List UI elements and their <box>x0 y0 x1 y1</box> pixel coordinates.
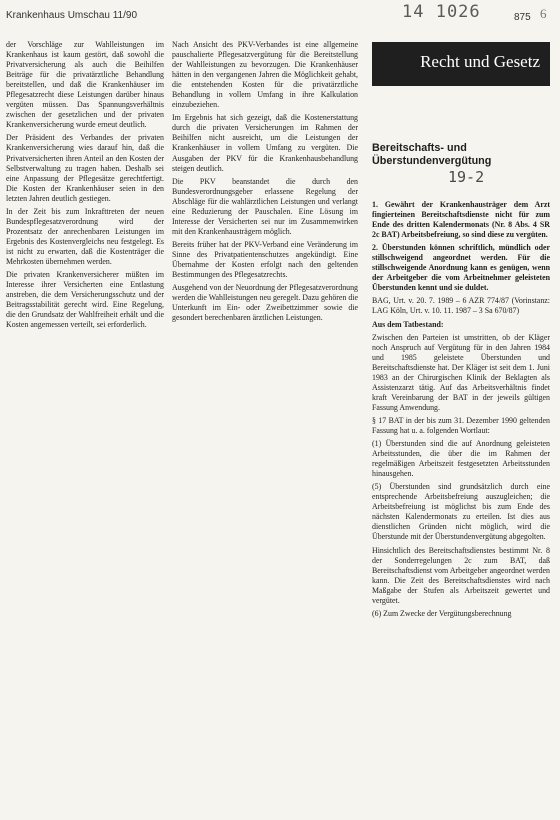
paragraph: Zwischen den Parteien ist umstritten, ob der Kläger noch Anspruch auf Vergütung für in den Jahren 1984 und 1985 geleistete Überstunden und Bereitschaftsdienste hat. Der Kläger ist seit dem 1. Juni 1983 an der Chirurgischen Klinik der Beklagten als Assistenzarzt tätig. Auf das Arbeitsverhältnis findet kraft Vereinbarung der BAT in der jeweils gültigen Fassung Anwendung. <box>372 332 550 412</box>
paragraph: Bereits früher hat der PKV-Verband eine Veränderung im Sinne des Privatpatientenschutzes angekündigt. Eine Übernahme der Kosten erfolgt nach den geltenden Bestimmungen des Pflegesatzrechts. <box>172 239 358 280</box>
paragraph: Nach Ansicht des PKV-Verbandes ist eine allgemeine pauschalierte Pflegesatzvergütung für die Bereitstellung der Wahlleistungen zu bevorzugen. Die Krankenhäuser hätten in den vergangenen Jahren die Möglichkeit gehabt, die entstehenden Kosten für die privatärztliche Behandlung in vollem Umfang in ihre Kalkulation einzubeziehen. <box>172 40 358 110</box>
text-column-right <box>372 200 550 812</box>
paragraph: (1) Überstunden sind die auf Anordnung geleisteten Arbeitsstunden, die über die im Rahmen der regelmäßigen Arbeitszeit festgesetzten Arbeitsstunden hinausgehen. <box>372 439 550 479</box>
paragraph: (6) Zum Zwecke der Vergütungsberechnung <box>372 608 512 618</box>
handwritten-mark: 6 <box>540 6 547 21</box>
paragraph: der Vorschläge zur Wahlleistungen im Krankenhaus ist kaum gestört, daß sowohl die Privatversicherung als auch die Beihilfen Beiträge für die privatärztliche Behandlung bereitstellen, und daß die Krankenhäuser im Pflegesatzrecht diese Leistungen darüber hinaus vergüten müssen. Das Spannungsverhältnis zwischen der gesetzlichen und der privaten Krankenversicherung wurde erneut deutlich. <box>6 40 164 130</box>
handwritten-reference: 14 1026 <box>402 2 481 22</box>
handwritten-margin-note: 19-2 <box>448 168 485 186</box>
paragraph: Die PKV beanstandet die durch den Bundesverordnungsgeber erlassene Regelung der Abschläge für die wahlärztlichen Leistungen und verlangt eine Reduzierung der Pauschalen. Eine Lösung im Interesse der Versicherten sei nur im Zusammenwirken mit den Krankenhausträgern möglich. <box>172 176 358 236</box>
paragraph: (5) Überstunden sind grundsätzlich durch eine entsprechende Arbeitsbefreiung auszugleichen; die Arbeitsbefreiung ist möglichst bis zum Ende des nächsten Kalendermonats zu erteilen. Ist dies aus dienstlichen Gründen nicht möglich, wird die Überstunde mit der Überstundenvergütung abgegolten. <box>372 482 550 542</box>
paragraph: Im Ergebnis hat sich gezeigt, daß die Kostenerstattung durch die privaten Versicherungen im Rahmen der Beihilfen nicht ausreicht, um die Leistungen der Krankenhäuser in vollem Umfang zu vergüten. Die Ausgaben der PKV für die Krankenhausbehandlung steigen deutlich. <box>172 113 358 173</box>
paragraph: Hinsichtlich des Bereitschaftsdienstes bestimmt Nr. 8 der Sonderregelungen 2c zum BAT, daß Bereitschaftsdienst vom Arbeitgeber angeordnet werden kann. Die Zeit des Bereitschaftsdienstes wird nach Maßgabe der Stufen als Arbeitszeit gewertet und vergütet. <box>372 545 550 605</box>
running-head: Krankenhaus Umschau 11/90 <box>6 10 138 21</box>
text-column-middle <box>172 40 358 812</box>
paragraph: Die privaten Krankenversicherer müßten im Interesse ihrer Versicherten eine Entlastung anstreben, die dem Versicherungsschutz und der Beitragsstabilität gerecht wird. Eine Regelung, die den Grundsatz der Wahlfreiheit erhält und die Kosten angemessen verteilt, sei erforderlich. <box>6 270 164 330</box>
section-banner <box>372 42 550 86</box>
text-column-left <box>6 40 164 812</box>
paragraph: § 17 BAT in der bis zum 31. Dezember 1990 geltenden Fassung hat u. a. folgenden Wortlaut: <box>372 415 550 435</box>
article-title: Bereitschafts- und Überstundenvergütung <box>372 142 492 167</box>
page-number: 875 <box>514 12 531 23</box>
paragraph: In der Zeit bis zum Inkrafttreten der neuen Bundespflegesatzverordnung wird der Prozentsatz der anrechenbaren Leistungen im Ergebnis des Kostenvergleichs neu festgelegt. Es ist nicht zu erwarten, daß die Kostenträger die Mehrkosten übernehmen werden. <box>6 206 164 266</box>
paragraph: 1. Gewährt der Krankenhausträger dem Arzt fingierteinen Bereitschaftsdienste nicht für zum Ende des dritten Kalendermonats (Nr. 8 Abs. 4 SR 2c BAT) Arbeitsbefreiung, so sind diese zu vergüten. <box>372 200 550 240</box>
paragraph: BAG, Urt. v. 20. 7. 1989 – 6 AZR 774/87 (Vorinstanz: LAG Köln, Urt. v. 10. 11. 1987 – 3 Sa 670/87) <box>372 296 550 316</box>
paragraph: Der Präsident des Verbandes der privaten Krankenversicherung wies darauf hin, daß die Privatversicherten ihren Anteil an den Kosten der Selbstverwaltung zu tragen haben. Deshalb sei eine Anpassung der Pflegesätze gerechtfertigt. Die Kosten der Krankenhäuser seien in den letzten Jahren deutlich gestiegen. <box>6 133 164 203</box>
paragraph: Aus dem Tatbestand: <box>372 319 444 329</box>
paragraph: Ausgehend von der Neuordnung der Pflegesatzverordnung werden die Wahlleistungen neu geregelt. Dazu gehören die Unterkunft im Ein- oder Zweibettzimmer sowie die gesondert berechenbaren ärztlichen Leistungen. <box>172 283 358 323</box>
section-banner-label: Recht und Gesetz <box>420 52 540 71</box>
paragraph: 2. Überstunden können schriftlich, mündlich oder stillschweigend angeordnet werden. Für die stillschweigende Anordnung kann es genügen, wenn der Arbeitgeber die vom Arbeitnehmer geleisteten Überstunden kennt und sie duldet. <box>372 243 550 293</box>
